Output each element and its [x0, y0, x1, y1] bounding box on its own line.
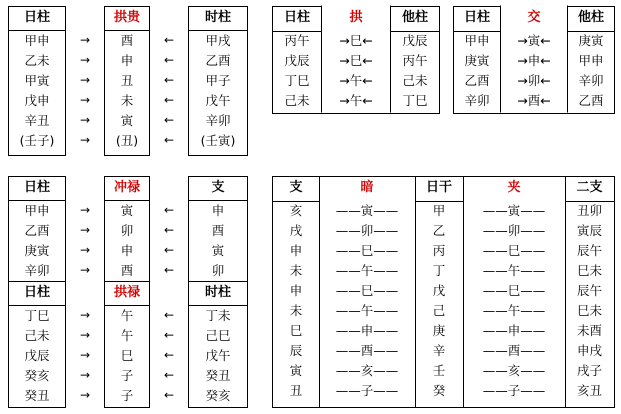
table-cell: ——卯—— — [482, 223, 546, 238]
p5-table — [272, 176, 615, 408]
p4-zhi-table — [188, 176, 248, 408]
p5-zhi-header: 支 — [289, 180, 303, 195]
p2-mid-header: 拱 — [349, 10, 363, 25]
table-cell: 庚寅 — [464, 53, 490, 68]
arrow-right-icon: → — [79, 348, 91, 362]
arrow-left-icon: ← — [163, 348, 175, 362]
table-cell: 甲 — [432, 203, 446, 218]
table-cell: 癸 — [432, 383, 446, 398]
table-cell: 甲申 — [24, 203, 50, 218]
p4-right-arrows-2 — [150, 305, 188, 405]
table-cell: 申戌 — [576, 343, 602, 358]
arrow-right-icon: → — [79, 328, 91, 342]
p4-hour2-header: 时柱 — [204, 285, 231, 300]
p4-right-arrows — [150, 200, 188, 280]
table-cell: 辛卯 — [24, 263, 50, 278]
table-cell: ——酉—— — [335, 343, 399, 358]
p3-mid-header: 交 — [527, 10, 541, 25]
table-cell: 甲寅 — [24, 73, 50, 88]
table-cell: →申← — [517, 53, 551, 68]
table-cell: 未 — [289, 303, 303, 318]
table-cell: 癸亥 — [205, 388, 231, 403]
table-cell: ——申—— — [482, 323, 546, 338]
table-cell: 戊辰 — [402, 33, 428, 48]
p1-mid-table — [104, 6, 150, 156]
arrow-left-icon: ← — [163, 368, 175, 382]
table-cell: ——巳—— — [335, 243, 399, 258]
table-cell: 庚寅 — [24, 243, 50, 258]
table-cell: 子 — [120, 388, 134, 403]
table-cell: 未酉 — [576, 323, 602, 338]
arrow-right-icon: → — [79, 308, 91, 322]
table-cell: 戊申 — [24, 93, 50, 108]
table-cell: 戊辰 — [284, 53, 310, 68]
table-cell: 卯 — [120, 223, 134, 238]
table-cell: 辰午 — [576, 283, 602, 298]
table-cell: 庚寅 — [578, 33, 604, 48]
table-cell: →巳← — [339, 53, 373, 68]
table-cell: (壬寅) — [200, 133, 236, 148]
table-cell: 丙午 — [284, 33, 310, 48]
table-cell: 庚 — [432, 323, 446, 338]
arrow-right-icon: → — [79, 33, 91, 47]
table-cell: 丁巳 — [402, 93, 428, 108]
arrow-left-icon: ← — [163, 33, 175, 47]
table-cell: 己未 — [24, 328, 50, 343]
table-cell: 卯 — [211, 263, 225, 278]
table-cell: 乙酉 — [205, 53, 231, 68]
table-cell: 甲子 — [205, 73, 231, 88]
table-cell: 乙酉 — [578, 93, 604, 108]
table-cell: 癸丑 — [24, 388, 50, 403]
table-cell: 甲申 — [464, 33, 490, 48]
table-cell: →酉← — [517, 93, 551, 108]
table-cell: 戊午 — [205, 348, 231, 363]
table-cell: →巳← — [339, 33, 373, 48]
table-cell: 巳 — [120, 348, 134, 363]
table-cell: 丑 — [289, 383, 303, 398]
table-cell: 申 — [120, 53, 134, 68]
arrow-right-icon: → — [79, 223, 91, 237]
arrow-left-icon: ← — [163, 73, 175, 87]
table-cell: 辛卯 — [578, 73, 604, 88]
p1-day-table — [8, 6, 66, 156]
arrow-left-icon: ← — [163, 203, 175, 217]
table-cell: 午 — [120, 328, 134, 343]
table-cell: 戊辰 — [24, 348, 50, 363]
p3-left-header: 日柱 — [463, 10, 490, 25]
table-cell: 己未 — [284, 93, 310, 108]
table-cell: 己 — [432, 303, 446, 318]
table-cell: 辛卯 — [464, 93, 490, 108]
table-cell: ——申—— — [335, 323, 399, 338]
table-cell: 戊午 — [205, 93, 231, 108]
arrow-right-icon: → — [79, 53, 91, 67]
table-cell: 寅辰 — [576, 223, 602, 238]
table-cell: 巳未 — [576, 303, 602, 318]
arrow-right-icon: → — [79, 113, 91, 127]
table-cell: 戌 — [289, 223, 303, 238]
p1-mid-header: 拱贵 — [105, 7, 149, 31]
table-cell: 丑 — [120, 73, 134, 88]
table-cell: 申 — [289, 243, 303, 258]
table-cell: ——寅—— — [335, 203, 399, 218]
table-cell: 巳未 — [576, 263, 602, 278]
arrow-left-icon: ← — [163, 223, 175, 237]
arrow-left-icon: ← — [163, 133, 175, 147]
table-cell: 己未 — [402, 73, 428, 88]
table-cell: →寅← — [517, 33, 551, 48]
table-cell: 巳 — [289, 323, 303, 338]
arrow-right-icon: → — [79, 263, 91, 277]
table-cell: ——卯—— — [335, 223, 399, 238]
arrow-right-icon: → — [79, 368, 91, 382]
p4-mid-table — [104, 176, 150, 408]
p5-an-header: 暗 — [360, 180, 374, 195]
table-cell: 癸亥 — [24, 368, 50, 383]
p4-day-table — [8, 176, 66, 408]
table-cell: 午 — [120, 308, 134, 323]
table-cell: ——巳—— — [482, 283, 546, 298]
arrow-left-icon: ← — [163, 328, 175, 342]
p2-table — [272, 6, 440, 114]
table-cell: ——亥—— — [482, 363, 546, 378]
table-cell: 未 — [120, 93, 134, 108]
p2-right-header: 他柱 — [401, 10, 428, 25]
arrow-right-icon: → — [79, 243, 91, 257]
p2-left-header: 日柱 — [283, 10, 310, 25]
arrow-left-icon: ← — [163, 263, 175, 277]
table-cell: 丁巳 — [284, 73, 310, 88]
arrow-left-icon: ← — [163, 113, 175, 127]
table-cell: 申 — [211, 203, 225, 218]
p4-day-header: 日柱 — [9, 177, 65, 201]
p3-table — [453, 6, 615, 114]
arrow-left-icon: ← — [163, 243, 175, 257]
table-cell: 申 — [120, 243, 134, 258]
table-cell: 寅 — [289, 363, 303, 378]
table-cell: 未 — [289, 263, 303, 278]
table-cell: 酉 — [120, 263, 134, 278]
p1-hour-header: 时柱 — [189, 7, 247, 31]
table-cell: ——巳—— — [335, 283, 399, 298]
p4-mid-header: 冲禄 — [105, 177, 149, 201]
table-cell: 壬 — [432, 363, 446, 378]
table-cell: ——午—— — [482, 303, 546, 318]
table-cell: 辰午 — [576, 243, 602, 258]
table-cell: ——亥—— — [335, 363, 399, 378]
table-cell: 子 — [120, 368, 134, 383]
p1-left-arrows — [66, 30, 104, 150]
table-cell: (壬子) — [19, 133, 55, 148]
table-cell: 酉 — [211, 223, 225, 238]
table-cell: 乙 — [432, 223, 446, 238]
table-cell: 甲申 — [578, 53, 604, 68]
table-cell: →午← — [339, 93, 373, 108]
arrow-right-icon: → — [79, 388, 91, 402]
arrow-right-icon: → — [79, 203, 91, 217]
p1-day-header: 日柱 — [9, 7, 65, 31]
p4-left-arrows-2 — [66, 305, 104, 405]
arrow-left-icon: ← — [163, 308, 175, 322]
table-cell: 己巳 — [205, 328, 231, 343]
table-cell: 丁 — [432, 263, 446, 278]
table-cell: 甲戌 — [205, 33, 231, 48]
table-cell: ——子—— — [335, 383, 399, 398]
table-cell: 亥丑 — [576, 383, 602, 398]
table-cell: →午← — [339, 73, 373, 88]
table-cell: 癸丑 — [205, 368, 231, 383]
table-cell: ——午—— — [335, 303, 399, 318]
table-cell: 戌子 — [576, 363, 602, 378]
table-cell: 甲申 — [24, 33, 50, 48]
p5-gan-header: 日干 — [425, 180, 452, 195]
p5-jia-header: 夹 — [507, 180, 521, 195]
table-cell: ——酉—— — [482, 343, 546, 358]
p4-left-arrows — [66, 200, 104, 280]
table-cell: ——子—— — [482, 383, 546, 398]
table-cell: ——巳—— — [482, 243, 546, 258]
table-cell: ——午—— — [482, 263, 546, 278]
table-cell: 辛卯 — [205, 113, 231, 128]
table-cell: ——午—— — [335, 263, 399, 278]
arrow-right-icon: → — [79, 133, 91, 147]
table-cell: 寅 — [211, 243, 225, 258]
arrow-left-icon: ← — [163, 388, 175, 402]
table-cell: 丑卯 — [576, 203, 602, 218]
table-cell: 乙酉 — [24, 223, 50, 238]
arrow-right-icon: → — [79, 93, 91, 107]
p1-right-arrows — [150, 30, 188, 150]
table-cell: 丁未 — [205, 308, 231, 323]
table-cell: →卯← — [517, 73, 551, 88]
arrow-right-icon: → — [79, 73, 91, 87]
table-cell: 寅 — [120, 113, 134, 128]
table-cell: 申 — [289, 283, 303, 298]
table-cell: 乙酉 — [464, 73, 490, 88]
table-cell: 丁巳 — [24, 308, 50, 323]
table-cell: 乙未 — [24, 53, 50, 68]
table-cell: 辛丑 — [24, 113, 50, 128]
p4-zhi-header: 支 — [189, 177, 247, 201]
arrow-left-icon: ← — [163, 93, 175, 107]
p1-hour-table — [188, 6, 248, 156]
table-cell: 辛 — [432, 343, 446, 358]
table-cell: 辰 — [289, 343, 303, 358]
p4-day2-header: 日柱 — [23, 285, 50, 300]
table-cell: 丙午 — [402, 53, 428, 68]
table-cell: (丑) — [115, 133, 139, 148]
arrow-left-icon: ← — [163, 53, 175, 67]
table-cell: 亥 — [289, 203, 303, 218]
p3-right-header: 他柱 — [577, 10, 604, 25]
table-cell: 丙 — [432, 243, 446, 258]
p5-erzhi-header: 二支 — [576, 180, 603, 195]
table-cell: 酉 — [120, 33, 134, 48]
table-cell: ——寅—— — [482, 203, 546, 218]
table-cell: 寅 — [120, 203, 134, 218]
p4-mid2-header: 拱禄 — [113, 285, 140, 300]
table-cell: 戊 — [432, 283, 446, 298]
